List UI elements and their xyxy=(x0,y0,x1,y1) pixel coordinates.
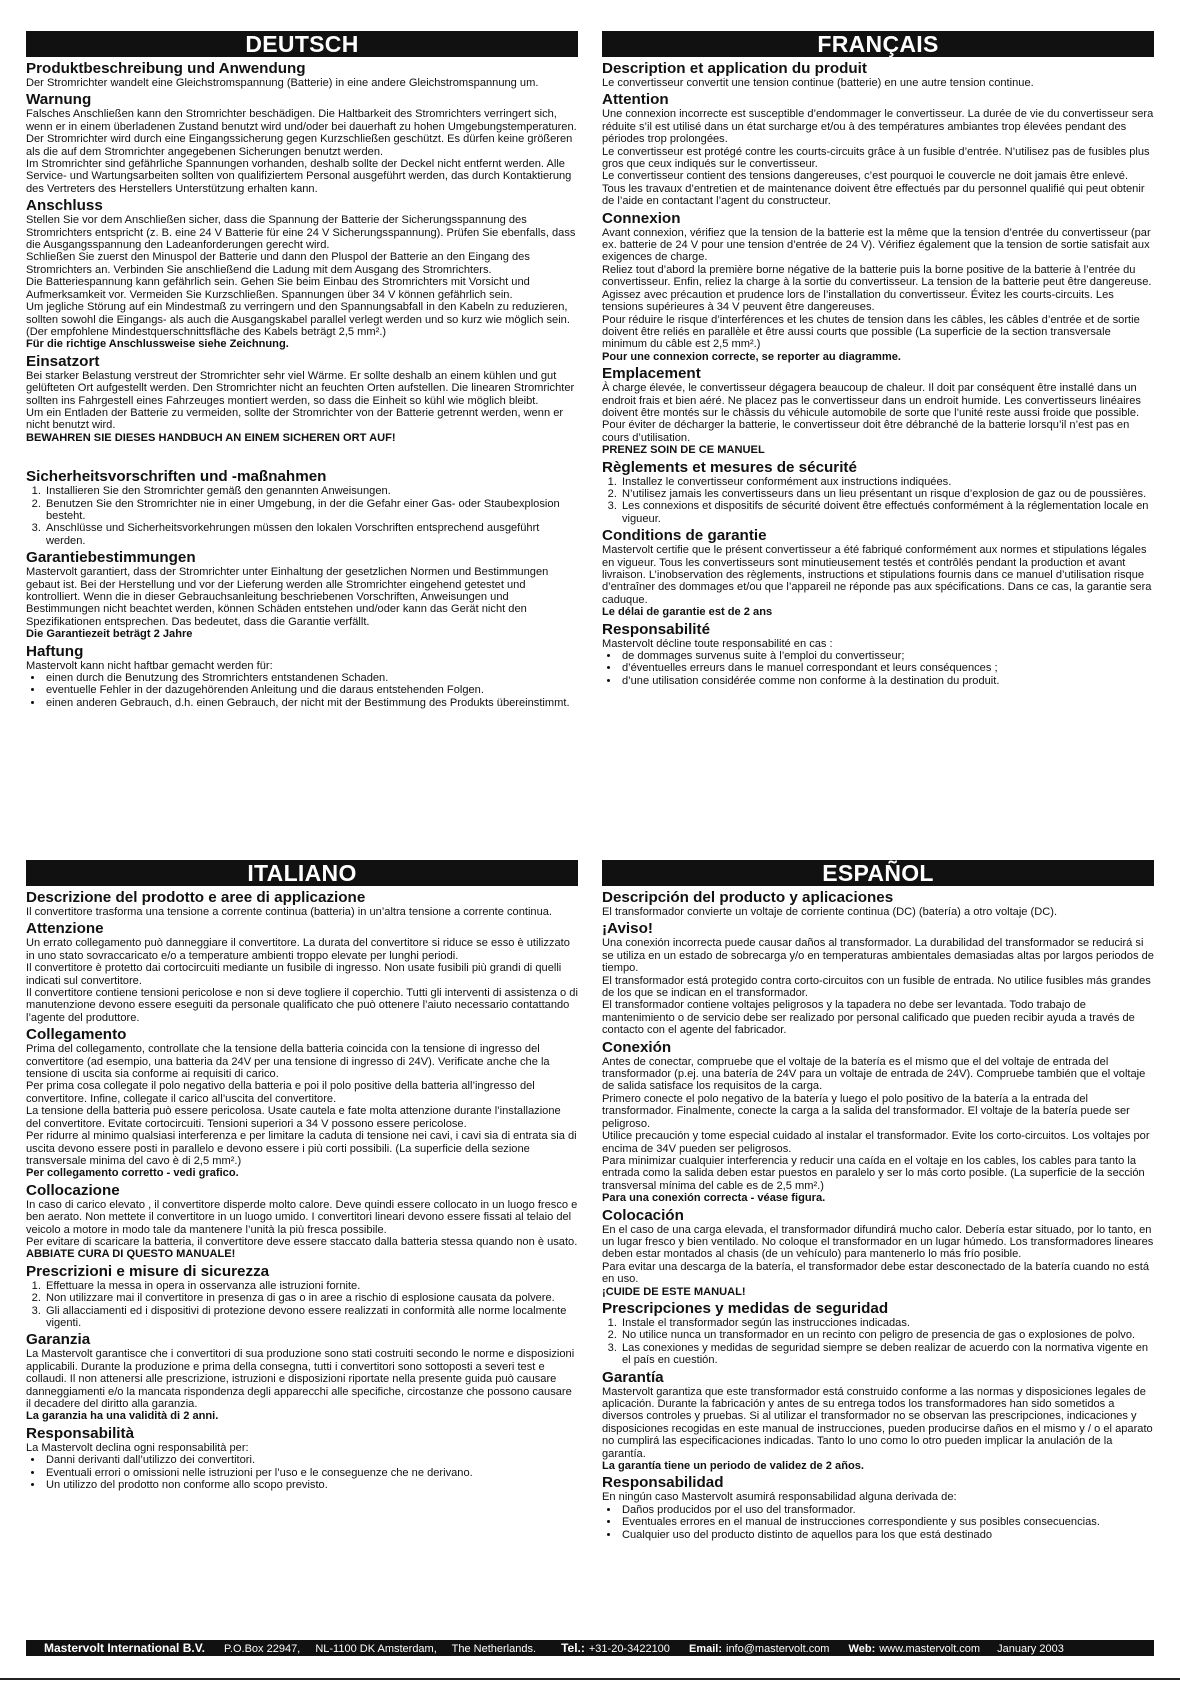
section-paragraph: En ningún caso Mastervolt asumirá responsabilidad alguna derivada de: xyxy=(602,1491,957,1504)
numbered-list xyxy=(602,1317,1154,1367)
section-paragraph: Antes de conectar, compruebe que el voltaje de la batería es el mismo que el del voltaje de entrada del transformador (p.ej. una batería de 24V para un voltaje de entrada de 24V). Compruebe también que el voltaje de salida satisface los requisitos de la carga. xyxy=(602,1055,1146,1093)
section-paragraph: Mastervolt certifie que le présent convertisseur a été fabriqué conformément aux normes et stipulations légales en vigueur. Tous les convertisseurs sont minutieusement testés et contrôlés pendant la production et avant livraison. L’inobservation des règlements, instructions et stipulations fournis dans ce manuel d’utilisation risque d’entraîner des dommages et/ou que l’appareil ne réponde pas aux spécifications. Dans ce cas, la garantie sera caduque. xyxy=(602,544,1152,606)
section-paragraph: Stellen Sie vor dem Anschließen sicher, dass die Spannung der Batterie der Sicherungsspannung des Stromrichters entspricht (z. B. eine 24 V Batterie für eine 24 V Sicherungsspannung). Prüfen Sie ebenfalls, dass die Ausgangsspannung den Ladeanforderungen gerecht wird. xyxy=(26,214,576,252)
section-heading: Einsatzort xyxy=(26,352,100,370)
section-heading: Responsabilità xyxy=(26,1424,135,1442)
bold-note: ¡CUIDE DE ESTE MANUAL! xyxy=(602,1285,746,1298)
list-item: • Daños producidos por el uso del transformador. xyxy=(620,1504,1154,1516)
bold-note: ABBIATE CURA DI QUESTO MANUALE! xyxy=(26,1248,236,1261)
footer-web-label: Web: xyxy=(848,1643,876,1655)
section-paragraph: Le convertisseur contient des tensions dangereuses, c’est pourquoi le couvercle ne doit jamais être enlevé. Tous les travaux d’entretien et de maintenance doivent être effectués par du personnel qualifié qui peut obtenir de l’aide en contactant l’agent du constructeur. xyxy=(602,170,1145,208)
footer-bar xyxy=(26,1640,1154,1656)
list-item: 1. Installieren Sie den Stromrichter gemäß den genannten Anweisungen. xyxy=(44,485,578,497)
section-heading: Collocazione xyxy=(26,1181,120,1199)
bold-note: Le délai de garantie est de 2 ans xyxy=(602,606,773,619)
bullet-list xyxy=(602,1504,1154,1541)
bullet-list xyxy=(26,672,578,709)
section-paragraph: La tensione della batteria può essere pericolosa. Usate cautela e fate molta attenzione durante l’installazione del convertitore. Evitate cortocircuiti. Tensioni superiori a 34 V possono essere pericolose. xyxy=(26,1105,561,1130)
list-item: • Un utilizzo del prodotto non conforme allo scopo previsto. xyxy=(44,1479,578,1491)
section-heading: Haftung xyxy=(26,642,84,660)
footer-web[interactable]: www.mastervolt.com xyxy=(879,1643,981,1655)
section-paragraph: Der Stromrichter wird durch eine Eingangssicherung gegen Kurzschließen geschützt. Es dürfen keine größeren als die auf dem Stromrichter angegebenen Sicherungen benutzt werden. xyxy=(26,133,573,158)
language-banner: ITALIANO xyxy=(26,860,578,886)
list-item: 3. Les connexions et dispositifs de sécurité doivent être effectués conformément à la réglementation locale en vigueur. xyxy=(620,500,1154,525)
section-heading: Sicherheitsvorschriften und -maßnahmen xyxy=(26,468,327,486)
section-heading: Conexión xyxy=(602,1038,672,1056)
list-item: 3. Las conexiones y medidas de seguridad siempre se deben realizar de acuerdo con la normativa vigente en el país en cuestión. xyxy=(620,1342,1154,1367)
section-heading: Collegamento xyxy=(26,1026,127,1044)
section-paragraph: Avant connexion, vérifiez que la tension de la batterie est la même que la tension d’entrée du convertisseur (par ex. batterie de 24 V pour une tension d’entrée de 24 V). Vérifiez également que la tension de sortie satisfait aux exigences de charge. xyxy=(602,226,1151,264)
footer-city: NL-1100 DK Amsterdam, xyxy=(315,1643,437,1655)
footer-company: Mastervolt International B.V. xyxy=(44,1641,205,1655)
list-item: • Eventuali errori o omissioni nelle istruzioni per l’uso e le conseguenze che ne derivano. xyxy=(44,1467,578,1479)
bullet-list xyxy=(602,650,1154,687)
list-item: 3. Anschlüsse und Sicherheitsvorkehrungen müssen den lokalen Vorschriften entsprechend ausgeführt werden. xyxy=(44,522,578,547)
section-paragraph: Mastervolt garantiza que este transformador está construido conforme a las normas y disposiciones legales de aplicación. Durante la fabricación y antes de su entrega todos los transformadores han sido sometidos a diversos controles y pruebas. Si al utilizar el transformador no se observan las prescripciones, indicaciones y disposiciones recogidas en este manual de instrucciones, pueden producirse daños en el mismo y / o el aparato no cumplirá las especificaciones indicadas. Tanto lo uno como lo otro pueden implicar la anulación de la garantía. xyxy=(602,1385,1153,1460)
section-paragraph: Pour réduire le risque d’interférences et les chutes de tension dans les câbles, les câbles d’entrée et de sortie doivent être reliés en parallèle et être aussi courts que possible (La superficie de la section transversale minimum du câble est 2,5 mm².) xyxy=(602,313,1140,351)
section-paragraph: Die Batteriespannung kann gefährlich sein. Gehen Sie beim Einbau des Stromrichters mit Vorsicht und Aufmerksamkeit vor. Vermeiden Sie Kurzschließen. Spannungen über 34 V können gefährlich sein. xyxy=(26,276,530,301)
footer-tel-label: Tel.: xyxy=(561,1641,585,1655)
section-paragraph: Per prima cosa collegate il polo negativo della batteria e poi il polo positive della batteria all’ingresso del convertitore. Infine, collegate il carico all’uscita del convertitore. xyxy=(26,1080,535,1105)
section-paragraph: Schließen Sie zuerst den Minuspol der Batterie und dann den Pluspol der Batterie an den Eingang des Stromrichters an. Verbinden Sie anschließend die Ladung mit dem Ausgang des Stromrichters. xyxy=(26,251,530,276)
section-paragraph: À charge élevée, le convertisseur dégagera beaucoup de chaleur. Il doit par conséquent être installé dans un endroit frais et bien aéré. Ne placez pas le convertisseur dans un endroit humide. Les convertisseurs linéaires doivent être montés sur le châssis du véhicule automobile de sorte que l’unité reste aussi froide que possible. xyxy=(602,382,1141,419)
section-heading: Colocación xyxy=(602,1206,684,1224)
list-item: • eventuelle Fehler in der dazugehörenden Anleitung und die daraus entstehenden Folgen. xyxy=(44,684,578,696)
list-item: • d’éventuelles erreurs dans le manuel correspondant et leurs conséquences ; xyxy=(620,662,1154,674)
section-paragraph: Prima del collegamento, controllate che la tensione della batteria coincida con la tensione di ingresso del convertitore (ad esempio, una batteria da 24V per una tensione di ingresso di 24V). Verificate anche che la tensione di uscita sia conforme ai requisiti di carico. xyxy=(26,1043,550,1081)
footer-email-label: Email: xyxy=(688,1643,722,1655)
section-paragraph: Um ein Entladen der Batterie zu vermeiden, sollte der Stromrichter von der Batterie getrennt werden, wenn er nicht benutzt wird. xyxy=(26,406,564,432)
list-item: 1. Installez le convertisseur conformément aux instructions indiquées. xyxy=(620,476,1154,488)
numbered-list xyxy=(26,485,578,547)
section-paragraph: Il convertitore contiene tensioni pericolose e non si deve togliere il coperchio. Tutti gli interventi di assistenza o di manutenzione devono essere eseguiti da personale qualificato che può ottenere l’aiuto necessario contattando l’agente del produttore. xyxy=(26,987,578,1024)
footer-email[interactable]: info@mastervolt.com xyxy=(726,1643,830,1655)
section-paragraph: La Mastervolt garantisce che i convertitori di sua produzione sono stati costruiti secondo le norme e disposizioni applicabili. Durante la produzione e prima della consegna, tutti i convertitori sono sottoposti a severi test e collaudi. Il non attenersi alle prescrizione, istruzioni e disposizioni riportate nella presente guida può causare danneggiamenti e/o la mancata rispondenza degli apparecchi alle specifiche, circostanze che possono causare il decadere del diritto alla garanzia. xyxy=(26,1348,575,1410)
section-paragraph: Reliez tout d’abord la première borne négative de la batterie puis la borne positive de la batterie à l’entrée du convertisseur. Enfin, reliez la charge à la sortie du convertisseur. La tension de la batterie peut être dangereuse. xyxy=(602,263,1152,289)
section-paragraph: Mastervolt garantiert, dass der Stromrichter unter Einhaltung der gesetzlichen Normen und Bestimmungen gebaut ist. Bei der Herstellung und vor der Lieferung werden alle Stromrichter eingehend getestet und kontrolliert. Wenn die in dieser Gebrauchsanleitung beschriebenen Vorschriften, Anweisungen und Bestimmungen nicht beachtet werden, können Schäden entstehen und/oder kann das Gerät nicht den Spezifikationen entsprechen. Das bedeutet, dass die Garantie verfällt. xyxy=(26,566,549,628)
section-paragraph: El transformador convierte un voltaje de corriente continua (DC) (batería) a otro voltaje (DC). xyxy=(602,906,1058,918)
footer-country: The Netherlands. xyxy=(451,1643,537,1655)
section-paragraph: Pour éviter de décharger la batterie, le convertisseur doit être débranché de la batterie lorsqu’il n’est pas en cours d’utilisation. xyxy=(602,419,1130,444)
section-paragraph: Una conexión incorrecta puede causar daños al transformador. La durabilidad del transformador se reducirá si se utiliza en un estado de sobrecarga y/o en temperaturas ambientales demasiadas altas por largos periodos de tiempo. xyxy=(602,937,1154,975)
bullet-list xyxy=(26,1454,578,1491)
footer-date: January 2003 xyxy=(997,1643,1064,1655)
section-heading: Prescripciones y medidas de seguridad xyxy=(602,1299,889,1317)
list-item: • Danni derivanti dall’utilizzo dei convertitori. xyxy=(44,1454,578,1466)
section-heading: Descrizione del prodotto e aree di applicazione xyxy=(26,889,366,906)
language-banner: DEUTSCH xyxy=(26,31,578,57)
section-paragraph: Im Stromrichter sind gefährliche Spannungen vorhanden, deshalb sollte der Deckel nicht entfernt werden. Alle Service- und Wartungsarbeiten sollten von qualifiziertem Personal ausgeführt werden, das durch Kontaktierung des Vertreters des Herstellers Unterstützung erhalten kann. xyxy=(26,158,572,195)
section-heading: Prescrizioni e misure di sicurezza xyxy=(26,1262,270,1280)
list-item: • d’une utilisation considérée comme non conforme à la destination du produit. xyxy=(620,675,1154,687)
section-heading: Responsabilidad xyxy=(602,1474,724,1492)
list-item: • de dommages survenus suite à l’emploi du convertisseur; xyxy=(620,650,1154,662)
footer-tel: +31-20-3422100 xyxy=(588,1643,670,1655)
section-paragraph: Falsches Anschließen kann den Stromrichter beschädigen. Die Haltbarkeit des Stromrichters verringert sich, wenn er in einem überladenen Zustand benutzt wird und/oder bei dauerhaft zu hohen Umgebungstemperaturen. xyxy=(26,108,577,133)
bold-note: La garanzia ha una validità di 2 anni. xyxy=(26,1410,219,1423)
section-heading: Descripción del producto y aplicaciones xyxy=(602,889,894,906)
list-item: • Cualquier uso del producto distinto de aquellos para los que está destinado xyxy=(620,1529,1154,1541)
section-paragraph: Le convertisseur est protégé contre les courts-circuits grâce à un fusible d’entrée. N’utilisez pas de fusibles plus gros que ceux indiqués sur le convertisseur. xyxy=(602,145,1150,171)
list-item: 2. Benutzen Sie den Stromrichter nie in einer Umgebung, in der die Gefahr einer Gas- oder Staubexplosion besteht. xyxy=(44,498,578,523)
section-heading: Garanzia xyxy=(26,1331,91,1349)
section-paragraph: El transformador contiene voltajes peligrosos y la tapadera no debe ser levantada. Todo trabajo de mantenimiento o de servicio debe ser realizado por personal calificado que pueden recibir ayuda a través de contacto con el agente del fabricador. xyxy=(602,999,1135,1037)
section-paragraph: Primero conecte el polo negativo de la batería y luego el polo positivo de la batería a la entrada del transformador. Finalmente, conecte la carga a la salida del transformador. El voltaje de la batería puede ser peligroso. xyxy=(602,1092,1130,1130)
section-heading: Warnung xyxy=(26,91,92,109)
section-heading: ¡Aviso! xyxy=(602,920,653,938)
section-paragraph: La Mastervolt declina ogni responsabilità per: xyxy=(26,1441,249,1454)
section-heading: Emplacement xyxy=(602,365,701,383)
list-item: • Eventuales errores en el manual de instrucciones correspondiente y sus posibles consecuencias. xyxy=(620,1516,1154,1528)
list-item: 2. No utilice nunca un transformador en un recinto con peligro de presencia de gas o explosiones de polvo. xyxy=(620,1329,1154,1341)
list-item: 1. Instale el transformador según las instrucciones indicadas. xyxy=(620,1317,1154,1329)
footer-pobox: P.O.Box 22947, xyxy=(224,1643,301,1655)
list-item: 1. Effettuare la messa in opera in osservanza alle istruzioni fornite. xyxy=(44,1280,578,1292)
section-paragraph: In caso di carico elevato , il convertitore disperde molto calore. Deve quindi essere collocato in un luogo fresco e ben aerato. Non mettete il convertitore in un luogo umido. I convertitori lineari devono essere fissati al telaio del veicolo a motore in modo tale da mantenere l’unità la più fresca possibile. xyxy=(26,1198,578,1236)
section-paragraph: Agissez avec précaution et prudence lors de l’installation du convertisseur. Évitez les courts-circuits. Les tensions supérieures à 34 V peuvent être dangereuses. xyxy=(602,288,1114,314)
section-heading: Responsabilité xyxy=(602,620,711,638)
section-paragraph: Der Stromrichter wandelt eine Gleichstromspannung (Batterie) in eine andere Gleichstromspannung um. xyxy=(26,77,539,89)
section-paragraph: Il convertitore è protetto dai cortocircuiti mediante un fusibile di ingresso. Non usate fusibili più grandi di quelli indicati sul convertitore. xyxy=(26,962,562,987)
section-paragraph: Mastervolt décline toute responsabilité en cas : xyxy=(602,637,833,650)
list-item: • einen durch die Benutzung des Stromrichters entstandenen Schaden. xyxy=(44,672,578,684)
list-item: 2. Non utilizzare mai il convertitore in presenza di gas o in aree a rischio di esplosione causata da polvere. xyxy=(44,1292,578,1304)
section-paragraph: Mastervolt kann nicht haftbar gemacht werden für: xyxy=(26,659,273,672)
section-paragraph: En el caso de una carga elevada, el transformador difundirá mucho calor. Debería estar situado, por lo tanto, en un lugar fresco y bien ventilado. No coloque el transformador en un lugar húmedo. Los transformadores lineares deben estar montados al chasis (de un vehículo) para mantenerlo lo más frío posible. xyxy=(602,1223,1154,1261)
section-heading: Attenzione xyxy=(26,920,104,938)
section-spacer xyxy=(26,444,578,466)
bold-note: Per collegamento corretto - vedi grafico. xyxy=(26,1167,239,1180)
column-francais xyxy=(602,31,1154,687)
section-paragraph: Utilice precaución y tome especial cuidado al instalar el transformador. Evite los corto-circuitos. Los voltajes por encima de 34V pueden ser peligrosos. xyxy=(602,1130,1150,1155)
section-heading: Conditions de garantie xyxy=(602,527,767,545)
column-deutsch xyxy=(26,31,578,709)
section-paragraph: El transformador está protegido contra corto-circuitos con un fusible de entrada. No utilice fusibles más grandes de los que se indican en el transformador. xyxy=(602,974,1151,1000)
section-heading: Garantía xyxy=(602,1368,664,1386)
bold-note: Pour une connexion correcte, se reporter au diagramme. xyxy=(602,350,902,363)
list-item: 2. N’utilisez jamais les convertisseurs dans un lieu présentant un risque d’explosion de gaz ou de poussières. xyxy=(620,488,1154,500)
section-heading: Produktbeschreibung und Anwendung xyxy=(26,60,306,77)
numbered-list xyxy=(602,476,1154,526)
language-banner: FRANÇAIS xyxy=(602,31,1154,57)
language-banner: ESPAÑOL xyxy=(602,860,1154,886)
section-paragraph: Bei starker Belastung verstreut der Stromrichter sehr viel Wärme. Er sollte deshalb an einem kühlen und gut gelüfteten Ort aufgestellt werden. Den Stromrichter nicht an feuchten Orten aufstellen. Die linearen Stromrichter sollten ins Fahrgestell eines Fahrzeuges montiert werden, so dass die Einheit so kühl wie möglich bleibt. xyxy=(26,369,575,407)
section-heading: Règlements et mesures de sécurité xyxy=(602,458,857,476)
section-paragraph: Para evitar una descarga de la batería, el transformador debe estar desconectado de la batería cuando no está en uso. xyxy=(602,1260,1150,1286)
list-item: 3. Gli allacciamenti ed i dispositivi di protezione devono essere realizzati in conformità alle norme localmente vigenti. xyxy=(44,1305,578,1330)
bold-note: Die Garantiezeit beträgt 2 Jahre xyxy=(26,628,193,641)
bold-note: BEWAHREN SIE DIESES HANDBUCH AN EINEM SICHEREN ORT AUF! xyxy=(26,431,396,444)
bold-note: PRENEZ SOIN DE CE MANUEL xyxy=(602,444,765,457)
section-heading: Anschluss xyxy=(26,197,103,215)
section-paragraph: Para minimizar cualquier interferencia y reducir una caída en el voltaje en los cables, los cables para tanto la entrada como la salida deben estar puestos en paralelo y ser lo más corto posible. (La superficie de la sección transversal mínima del cable es de 2,5 mm².) xyxy=(602,1154,1145,1192)
column-italiano xyxy=(26,860,578,1491)
bold-note: Para una conexión correcta - véase figura. xyxy=(602,1192,826,1205)
section-paragraph: Un errato collegamento può danneggiare il convertitore. La durata del convertitore si riduce se esso è utilizzato in uno stato sovraccaricato e/o a temperature ambienti troppo elevate per lunghi periodi. xyxy=(26,937,570,962)
bold-note: La garantía tiene un periodo de validez de 2 años. xyxy=(602,1460,864,1473)
section-heading: Connexion xyxy=(602,209,681,227)
column-espanol xyxy=(602,860,1154,1541)
section-paragraph: Um jegliche Störung auf ein Mindestmaß zu verringern und den Spannungsabfall in den Kabeln zu reduzieren, sollten sowohl die Eingangs- als auch die Ausgangskabel parallel verlegt werden und so kurz wie möglich sein. (Der empfohlene Mindestquerschnittsfläche des Kabels beträgt 2,5 mm².) xyxy=(26,301,570,338)
list-item: • einen anderen Gebrauch, d.h. einen Gebrauch, der nicht mit der Bestimmung des Produkts übereinstimmt. xyxy=(44,697,578,709)
section-heading: Attention xyxy=(602,91,669,109)
section-paragraph: Per evitare di scaricare la batteria, il convertitore deve essere staccato dalla batteria stessa quando non è usato. xyxy=(26,1235,578,1248)
section-paragraph: Une connexion incorrecte est susceptible d’endommager le convertisseur. La durée de vie du convertisseur sera réduite s’il est utilisé dans un état surcharge et/ou à des températures ambiantes trop élevées pendant des périodes trop prolongées. xyxy=(602,108,1154,146)
page-edge-line xyxy=(0,1678,1180,1680)
numbered-list xyxy=(26,1280,578,1330)
section-paragraph: Le convertisseur convertit une tension continue (batterie) en une autre tension continue. xyxy=(602,77,1034,89)
section-paragraph: Per ridurre al minimo qualsiasi interferenza e per limitare la caduta di tensione nei cavi, i cavi sia di entrata sia di uscita devono essere posti in parallelo e devono essere i più corti possibili. (La superficie della sezione transversale minima del cavo è di 2,5 mm².) xyxy=(26,1130,577,1167)
section-heading: Description et application du produit xyxy=(602,60,867,77)
section-heading: Garantiebestimmungen xyxy=(26,549,196,567)
bold-note: Für die richtige Anschlussweise siehe Zeichnung. xyxy=(26,338,289,351)
section-paragraph: Il convertitore trasforma una tensione a corrente continua (batteria) in un’altra tensione a corrente continua. xyxy=(26,906,553,918)
